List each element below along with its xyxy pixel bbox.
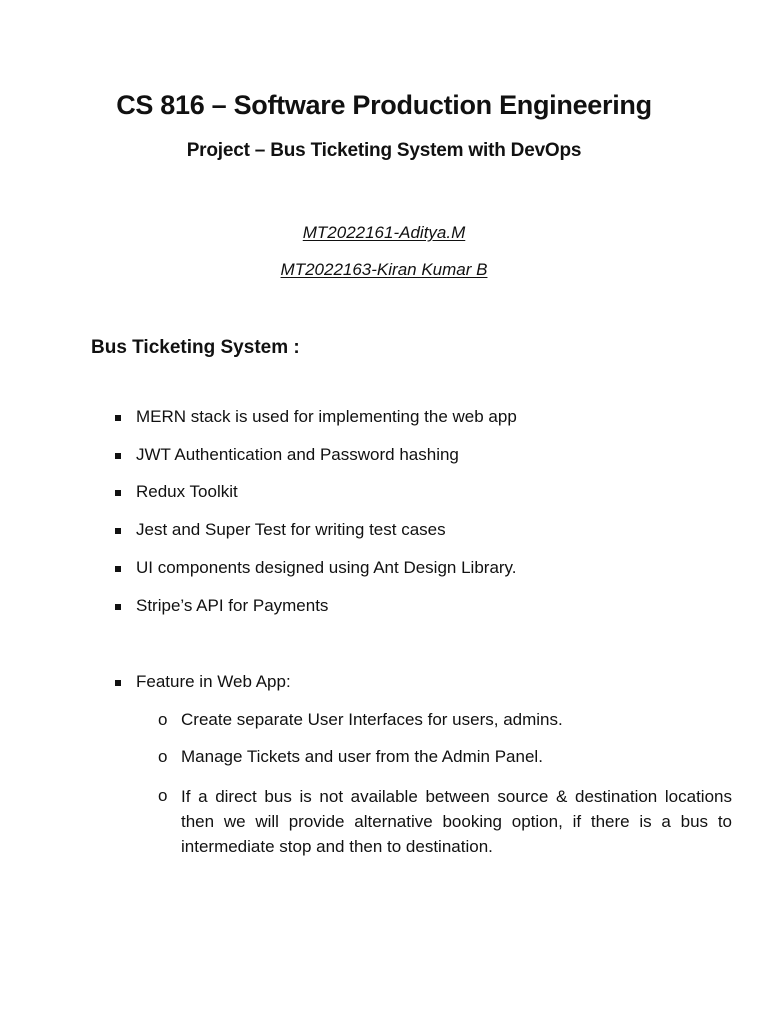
sub-list-item-text: Manage Tickets and user from the Admin Panel. [181, 747, 543, 766]
document-subtitle: Project – Bus Ticketing System with DevOps [186, 140, 582, 161]
section-heading: Bus Ticketing System : [91, 337, 300, 358]
square-bullet-icon [115, 604, 121, 610]
document-title: CS 816 – Software Production Engineering [116, 90, 652, 120]
list-item-text: UI components designed using Ant Design Library. [136, 558, 517, 577]
feature-heading: Feature in Web App: [136, 672, 291, 691]
list-item-text: MERN stack is used for implementing the web app [136, 407, 517, 426]
sub-list-item-text: Create separate User Interfaces for users, admins. [181, 710, 563, 729]
list-item-text: JWT Authentication and Password hashing [136, 445, 459, 464]
list-item-text: Stripe’s API for Payments [136, 596, 329, 615]
square-bullet-icon [115, 528, 121, 534]
circle-bullet-icon: o [158, 747, 168, 766]
author-1 [0, 223, 768, 243]
circle-bullet-icon: o [158, 786, 168, 805]
list-item-text: Redux Toolkit [136, 482, 238, 501]
square-bullet-icon [115, 453, 121, 459]
square-bullet-icon [115, 490, 121, 496]
square-bullet-icon [115, 680, 121, 686]
sub-list-item-text: If a direct bus is not available between source & destination locations then we will provide alternative booking option, if there is a bus to intermediate stop and then to destination. [181, 787, 732, 856]
square-bullet-icon [115, 566, 121, 572]
list-item-text: Jest and Super Test for writing test cases [136, 520, 446, 539]
author-2-text: MT2022163-Kiran Kumar B [280, 260, 488, 279]
author-1-text: MT2022161-Aditya.M [302, 223, 466, 242]
circle-bullet-icon: o [158, 710, 168, 729]
square-bullet-icon [115, 415, 121, 421]
author-2 [0, 260, 768, 280]
